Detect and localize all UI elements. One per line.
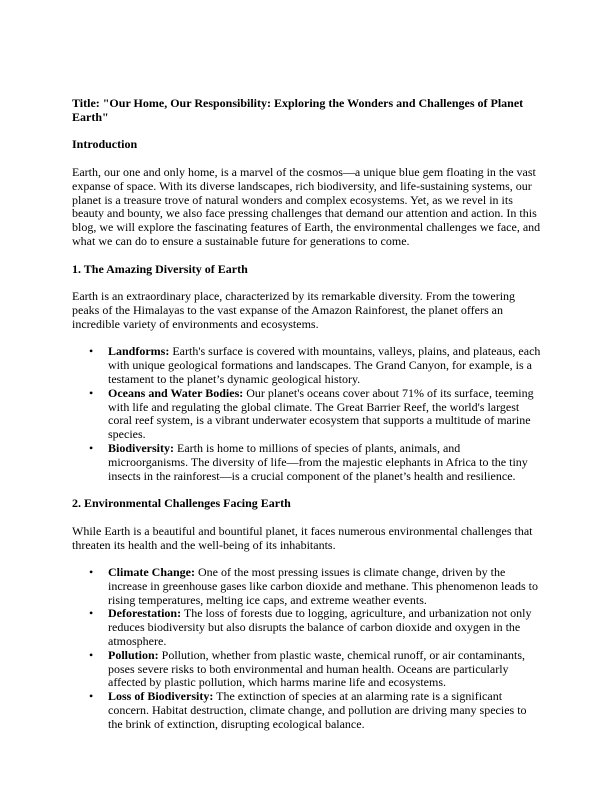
item-text: Earth's surface is covered with mountains, valleys, plains, and plateaus, each with unique geological formations and landscapes. The Grand Canyon, for example, is a testament to the planet’s dynamic geological history. (108, 344, 541, 386)
list-item (72, 387, 542, 442)
section2-paragraph: While Earth is a beautiful and bountiful planet, it faces numerous environmental challenges that threaten its health and the well-being of its inhabitants. (72, 523, 533, 552)
item-label: Biodiversity: (108, 440, 174, 455)
item-label: Oceans and Water Bodies: (108, 385, 244, 400)
section1-paragraph: Earth is an extraordinary place, characterized by its remarkable diversity. From the towering peaks of the Himalayas to the vast expanse of the Amazon Rainforest, the planet offers an incredible variety of environments and ecosystems. (72, 289, 516, 331)
section2-heading: 2. Environmental Challenges Facing Earth (72, 496, 291, 511)
list-item (72, 442, 542, 483)
list-item (72, 649, 542, 690)
list-item (72, 607, 542, 648)
item-label: Pollution: (108, 647, 159, 662)
section2-list (72, 566, 542, 732)
section1-heading: 1. The Amazing Diversity of Earth (72, 261, 248, 276)
document-title: Title: "Our Home, Our Responsibility: Exploring the Wonders and Challenges of Planet Earth" (72, 96, 524, 124)
introduction-paragraph: Earth, our one and only home, is a marvel of the cosmos—a unique blue gem floating in the vast expanse of space. With its diverse landscapes, rich biodiversity, and life-sustaining systems, our planet is a treasure trove of natural wonders and complex ecosystems. Yet, as we revel in its beauty and bounty, we also face pressing challenges that demand our attention and action. In this blog, we will explore the fascinating features of Earth, the environmental challenges we face, and what we can do to ensure a sustainable future for generations to come. (72, 164, 541, 248)
section1-list (72, 345, 542, 483)
item-text: Our planet's oceans cover about 71% of its surface, teeming with life and regulating the global climate. The Great Barrier Reef, the world's largest coral reef system, is a vibrant underwater ecosystem that supports a multitude of marine species. (108, 385, 534, 442)
item-text: The extinction of species at an alarming rate is a significant concern. Habitat destruction, climate change, and pollution are driving many species to the brink of extinction, disrupting ecological balance. (108, 689, 527, 731)
item-label: Loss of Biodiversity: (108, 689, 214, 704)
item-label: Climate Change: (108, 565, 195, 580)
item-label: Landforms: (108, 344, 170, 359)
item-text: One of the most pressing issues is climate change, driven by the increase in greenhouse gases like carbon dioxide and methane. This phenomenon leads to rising temperatures, melting ice caps, and extreme weather events. (108, 565, 538, 607)
list-item (72, 345, 542, 386)
list-item (72, 566, 542, 607)
list-item (72, 690, 542, 731)
item-text: Pollution, whether from plastic waste, chemical runoff, or air contaminants, poses severe risks to both environmental and human health. Oceans are particularly affected by plastic pollution, which harms marine life and ecosystems. (108, 647, 526, 690)
introduction-heading: Introduction (72, 137, 138, 152)
item-label: Deforestation: (108, 606, 182, 621)
item-text: The loss of forests due to logging, agriculture, and urbanization not only reduces biodiversity but also disrupts the balance of carbon dioxide and oxygen in the atmosphere. (108, 606, 532, 649)
item-text: Earth is home to millions of species of plants, animals, and microorganisms. The diversity of life—from the majestic elephants in Africa to the tiny insects in the rainforest—is a crucial component of the planet’s health and resilience. (108, 440, 528, 483)
